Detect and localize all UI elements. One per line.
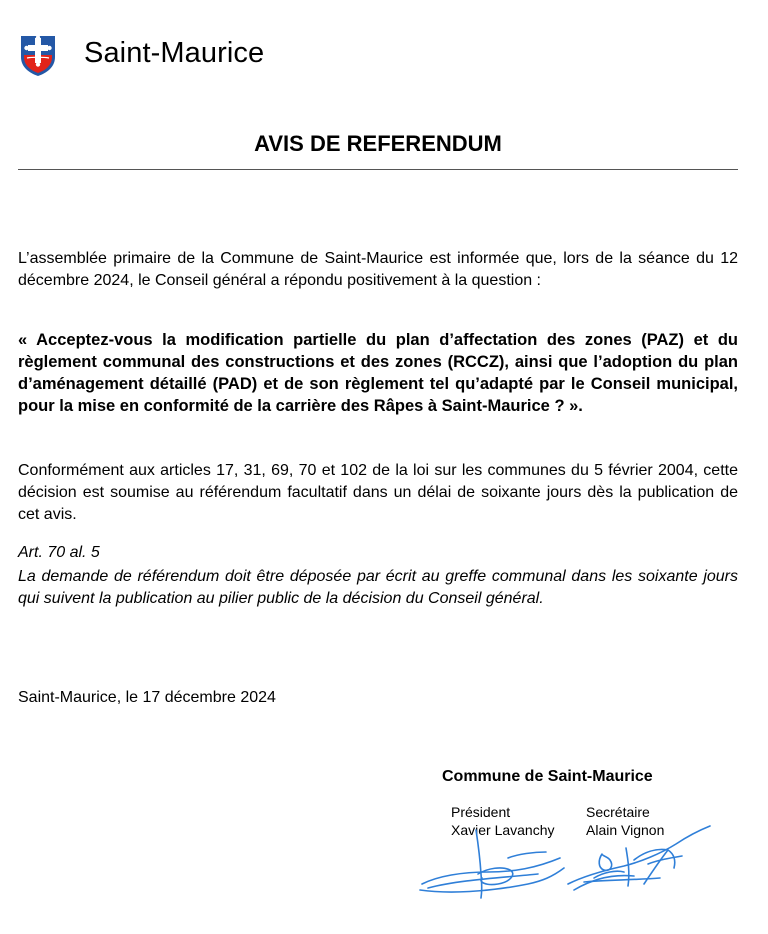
article-reference: Art. 70 al. 5: [18, 544, 100, 561]
president-signature: [418, 828, 568, 900]
secretary-signature: [564, 820, 714, 900]
signatory-name: Xavier Lavanchy: [451, 822, 555, 838]
signatory-heading: Commune de Saint-Maurice: [442, 768, 653, 785]
signatory-role: Président: [451, 804, 511, 820]
intro-paragraph: L’assemblée primaire de la Commune de Saint-Maurice est informée que, lors de la séance du 12 décembre 2024, le Conseil général a répondu positivement à la question :: [18, 250, 738, 289]
org-name: Saint-Maurice: [84, 37, 265, 69]
document-title: AVIS DE REFERENDUM: [254, 131, 502, 156]
saint-maurice-coat-of-arms-icon: [18, 33, 58, 77]
legal-basis-paragraph: Conformément aux articles 17, 31, 69, 70 et 102 de la loi sur les communes du 5 février 2004, cette décision est soumise au référendum facultatif dans un délai de soixante jours dès la publication de cet avis.: [18, 462, 738, 523]
article-text: La demande de référendum doit être déposée par écrit au greffe communal dans les soixante jours qui suivent la publication au pilier public de la décision du Conseil général.: [18, 568, 738, 607]
signatory-name: Alain Vignon: [586, 822, 665, 838]
document-header: [18, 31, 338, 81]
referendum-question: « Acceptez-vous la modification partielle du plan d’affectation des zones (PAZ) et du règlement communal des constructions et des zones (RCCZ), ainsi que l’adoption du plan d’aménagement détaillé (PAD) et de son règlement tel qu’adapté par le Conseil municipal, pour la mise en conformité de la carrière des Râpes à Saint-Maurice ? ».: [18, 331, 738, 415]
title-divider: [18, 169, 738, 170]
place-and-date: Saint-Maurice, le 17 décembre 2024: [18, 689, 276, 706]
signatory-role: Secrétaire: [586, 804, 650, 820]
